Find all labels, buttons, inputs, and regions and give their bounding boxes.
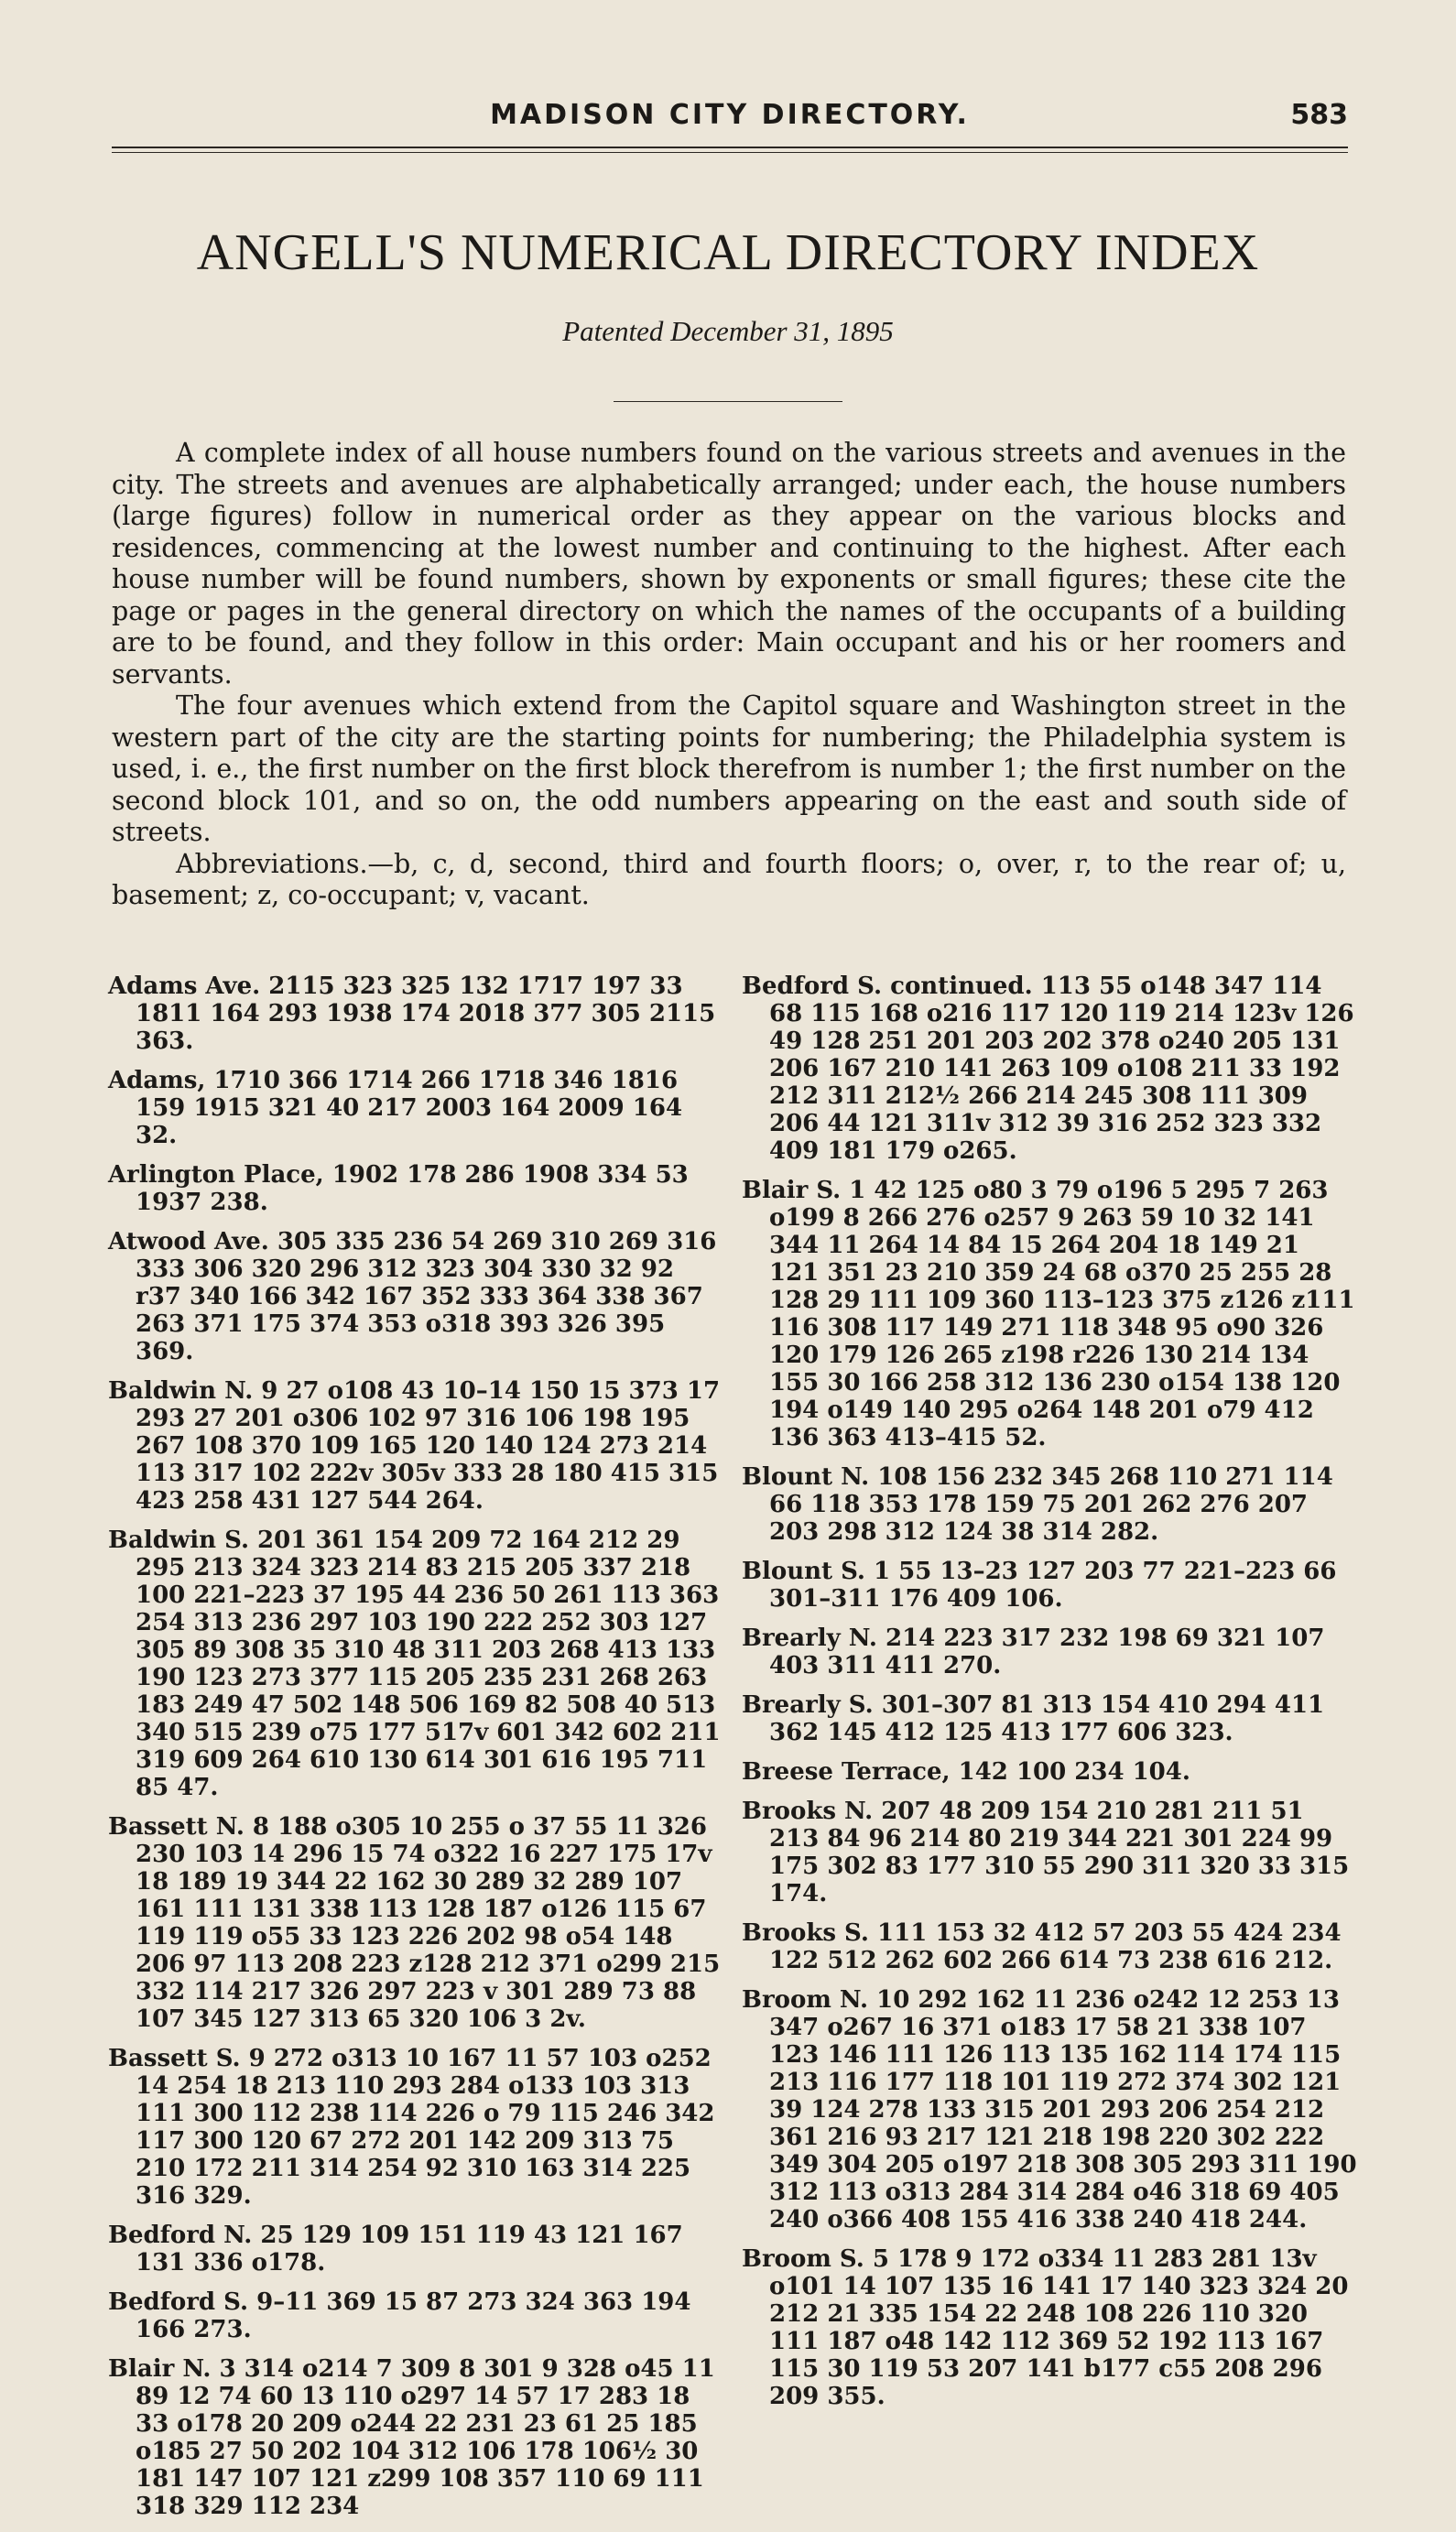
index-entry: Bedford S. 9–11 369 15 87 273 324 363 194 166 273. xyxy=(108,2288,691,2343)
index-entry: Adams, 1710 366 1714 266 1718 346 1816 159 1915 321 40 217 2003 164 2009 164 32. xyxy=(108,1067,683,1149)
page-header xyxy=(112,95,1348,145)
index-entry: Bassett S. 9 272 o313 10 167 11 57 103 o252 14 254 18 213 110 293 284 o133 103 313 111 300 112 238 114 226 o 79 115 246 342 117 300 120 67 272 201 142 209 313 75 210 172 211 314 254 92 310 163 314 225 316 329. xyxy=(108,2045,715,2210)
index-entry: Bassett N. 8 188 o305 10 255 o 37 55 11 326 230 103 14 296 15 74 o322 16 227 175 17v 18 189 19 344 22 162 30 289 32 289 107 161 111 131 338 113 128 187 o126 115 67 119 119 o55 33 123 226 202 98 o54 148 206 97 113 208 223 z128 212 371 o299 215 332 114 217 326 297 223 v 301 289 73 88 107 345 127 313 65 320 106 3 2v. xyxy=(108,1813,721,2033)
index-entry: Adams Ave. 2115 323 325 132 1717 197 33 1811 164 293 1938 174 2018 377 305 2115 363. xyxy=(108,973,716,1055)
index-entry: Bedford S. continued. 113 55 o148 347 114 68 115 168 o216 117 120 119 214 123v 126 49 128 251 201 203 202 378 o240 205 131 206 167 210 141 263 109 o108 211 33 192 212 311 212½ 266 214 245 308 111 309 206 44 121 311v 312 39 316 252 323 332 409 181 179 o265. xyxy=(742,973,1354,1165)
index-entry: Breese Terrace, 142 100 234 104. xyxy=(742,1758,1190,1786)
index-entry: Brearly N. 214 223 317 232 198 69 321 107 403 311 411 270. xyxy=(742,1625,1325,1679)
index-entry: Baldwin S. 201 361 154 209 72 164 212 29 295 213 324 323 214 83 215 205 337 218 100 221–223 37 195 44 236 50 261 113 363 254 313 236 297 103 190 222 252 303 127 305 89 308 35 310 48 311 203 268 413 133 190 123 273 377 115 205 235 231 268 263 183 249 47 502 148 506 169 82 508 40 513 340 515 239 o75 177 517v 601 342 602 211 319 609 264 610 130 614 301 616 195 711 85 47. xyxy=(108,1527,721,1801)
index-entry: Blount N. 108 156 232 345 268 110 271 114 66 118 353 178 159 75 201 262 276 207 203 298 312 124 38 314 282. xyxy=(742,1463,1333,1546)
intro-paragraph: A complete index of all house numbers found on the various streets and avenues in the city. The streets and avenues are alphabetically arranged; under each, the house numbers (large figures) follow in numerical order as they appear on the various blocks and residences, commencing at the lowest number and continuing to the highest. After each house number will be found numbers, shown by exponents or small figures; these cite the page or pages in the general directory on which the names of the occupants of a building are to be found, and they follow in this order: Main occupant and his or her roomers and servants. xyxy=(112,438,1346,690)
index-entry: Brooks N. 207 48 209 154 210 281 211 51 213 84 96 214 80 219 344 221 301 224 99 175 302 83 177 310 55 290 311 320 33 315 174. xyxy=(742,1798,1350,1907)
header-rule-thin xyxy=(112,152,1348,153)
index-entry: Brooks S. 111 153 32 412 57 203 55 424 234 122 512 262 602 266 614 73 238 616 212. xyxy=(742,1919,1342,1974)
index-column-left xyxy=(108,973,723,2532)
index-entry: Blair N. 3 314 o214 7 309 8 301 9 328 o45 11 89 12 74 60 13 110 o297 14 57 17 283 18 33 o178 20 209 o244 22 231 23 61 25 185 o185 27 50 202 104 312 106 178 106½ 30 181 147 107 121 z299 108 357 110 69 111 318 329 112 234 xyxy=(108,2355,715,2520)
title-divider xyxy=(614,401,842,402)
running-title: MADISON CITY DIRECTORY. xyxy=(490,99,970,131)
index-entry: Arlington Place, 1902 178 286 1908 334 53 1937 238. xyxy=(108,1161,689,1216)
header-rule xyxy=(112,147,1348,148)
index-entry: Blount S. 1 55 13–23 127 203 77 221–223 66 301–311 176 409 106. xyxy=(742,1558,1337,1613)
intro-text xyxy=(112,438,1346,912)
index-entry: Baldwin N. 9 27 o108 43 10–14 150 15 373 17 293 27 201 o306 102 97 316 106 198 195 267 108 370 109 165 120 140 124 273 214 113 317 102 222v 305v 333 28 180 415 315 423 258 431 127 544 264. xyxy=(108,1377,721,1515)
index-entry: Brearly S. 301–307 81 313 154 410 294 411 362 145 412 125 413 177 606 323. xyxy=(742,1691,1325,1746)
patent-subtitle: Patented December 31, 1895 xyxy=(562,315,894,347)
page-number: 583 xyxy=(1290,99,1348,131)
index-entry: Broom S. 5 178 9 172 o334 11 283 281 13v o101 14 107 135 16 141 17 140 323 324 20 212 21 335 154 22 248 108 226 110 320 111 187 o48 142 112 369 52 192 113 167 115 30 119 53 207 141 b177 c55 208 296 209 355. xyxy=(742,2245,1349,2410)
index-entry: Blair S. 1 42 125 o80 3 79 o196 5 295 7 263 o199 8 266 276 o257 9 263 59 10 32 141 344 11 264 14 84 15 264 204 18 149 21 121 351 23 210 359 24 68 o370 25 255 28 128 29 111 109 360 113–123 375 z126 z111 116 308 117 149 271 118 348 95 o90 326 120 179 126 265 z198 r226 130 214 134 155 30 166 258 312 136 230 o154 138 120 194 o149 140 295 o264 148 201 o79 412 136 363 413–415 52. xyxy=(742,1177,1355,1451)
index-column-right xyxy=(742,973,1357,2422)
intro-paragraph: The four avenues which extend from the Capitol square and Washington street in the western part of the city are the starting points for numbering; the Philadelphia system is used, i. e., the first number on the first block therefrom is number 1; the first number on the second block 101, and so on, the odd numbers appearing on the east and south side of streets. xyxy=(112,690,1346,847)
index-entry: Broom N. 10 292 162 11 236 o242 12 253 13 347 o267 16 371 o183 17 58 21 338 107 123 146 111 126 113 135 162 114 174 115 213 116 177 118 101 119 272 374 302 121 39 124 278 133 315 201 293 206 254 212 361 216 93 217 121 218 198 220 302 222 349 304 205 o197 218 308 305 293 311 190 312 113 o313 284 314 284 o46 318 69 405 240 o366 408 155 416 338 240 418 244. xyxy=(742,1986,1357,2233)
index-entry: Bedford N. 25 129 109 151 119 43 121 167 131 336 o178. xyxy=(108,2222,683,2277)
index-entry: Atwood Ave. 305 335 236 54 269 310 269 316 333 306 320 296 312 323 304 330 32 92 r37 340 166 342 167 352 333 364 338 367 263 371 175 374 353 o318 393 326 395 369. xyxy=(108,1228,717,1365)
page-title: ANGELL'S NUMERICAL DIRECTORY INDEX xyxy=(196,224,1260,281)
abbreviations-paragraph: Abbreviations.—b, c, d, second, third and fourth floors; o, over, r, to the rear of; u, basement; z, co-occupant; v, vacant. xyxy=(112,848,1346,910)
